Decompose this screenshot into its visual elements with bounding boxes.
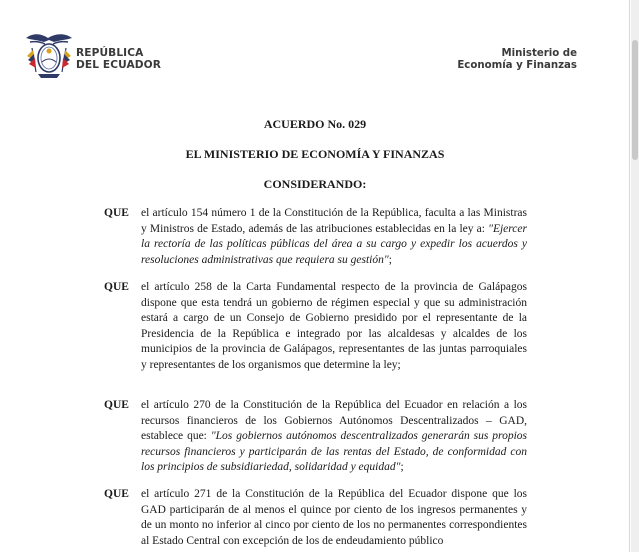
clause-text — [141, 398, 527, 476]
clause-text — [141, 280, 527, 374]
que-label: QUE — [104, 207, 129, 219]
vertical-scrollbar[interactable] — [631, 0, 639, 552]
ministry-line-1: Ministerio de — [501, 48, 577, 59]
clause-plain: el artículo 271 de la Constitución de la República del Ecuador dispone que los GAD participarán de al menos el quince por ciento de los ingresos permanentes y de un monto no inferior al cinco por ciento de los no permanentes correspondientes al Estado Central con excepción de los de endeudamiento público — [141, 488, 527, 547]
clause-text — [141, 206, 527, 268]
que-label: QUE — [104, 488, 129, 500]
scrollbar-thumb[interactable] — [632, 40, 638, 160]
authority-heading: EL MINISTERIO DE ECONOMÍA Y FINANZAS — [185, 147, 445, 161]
republic-line-2: DEL ECUADOR — [76, 59, 162, 71]
clause-tail: ; — [400, 461, 404, 474]
clause-quote: "Los gobiernos autónomos descentralizados generarán sus propios recursos financieros y participarán de las rentas del Estado, de conformidad con los principios de subsidiariedad, solidaridad y equidad" — [141, 430, 527, 474]
republic-line-1: REPÚBLICA — [76, 47, 144, 59]
clause-tail: ; — [388, 253, 392, 266]
clause-quote: "Ejercer la rectoría de las políticas públicas del área a su cargo y expedir los acuerdos y resoluciones administrativas que requiera su gestión" — [141, 222, 527, 266]
coat-of-arms-icon — [24, 28, 74, 80]
clause-plain: el artículo 154 número 1 de la Constitución de la República, faculta a las Ministras y Ministros de Estado, además de las atribuciones establecidas en la ley a: — [141, 207, 527, 235]
republic-logotype — [76, 47, 161, 71]
clause-plain: el artículo 270 de la Constitución de la República del Ecuador en relación a los recursos financieros de los Gobiernos Autónomos Descentralizados – GAD, establece que: — [141, 399, 527, 443]
ministry-line-2: Economía y Finanzas — [457, 60, 577, 71]
ministry-logotype — [457, 48, 577, 72]
que-label: QUE — [104, 281, 129, 293]
que-label: QUE — [104, 399, 129, 411]
clause-plain: el artículo 258 de la Carta Fundamental respecto de la provincia de Galápagos dispone que esta tendrá un gobierno de régimen especial y que su administración estará a cargo de un Consejo de Gobierno presidido por el representante de la Presidencia de la República e integrado por las alcaldesas y alcaldes de los municipios de la provincia de Galápagos, representantes de las juntas parroquiales y representantes de los organismos que determine la ley; — [141, 281, 527, 371]
considering-heading: CONSIDERANDO: — [263, 177, 367, 191]
clause-text — [141, 487, 527, 549]
agreement-heading: ACUERDO No. 029 — [263, 117, 367, 131]
